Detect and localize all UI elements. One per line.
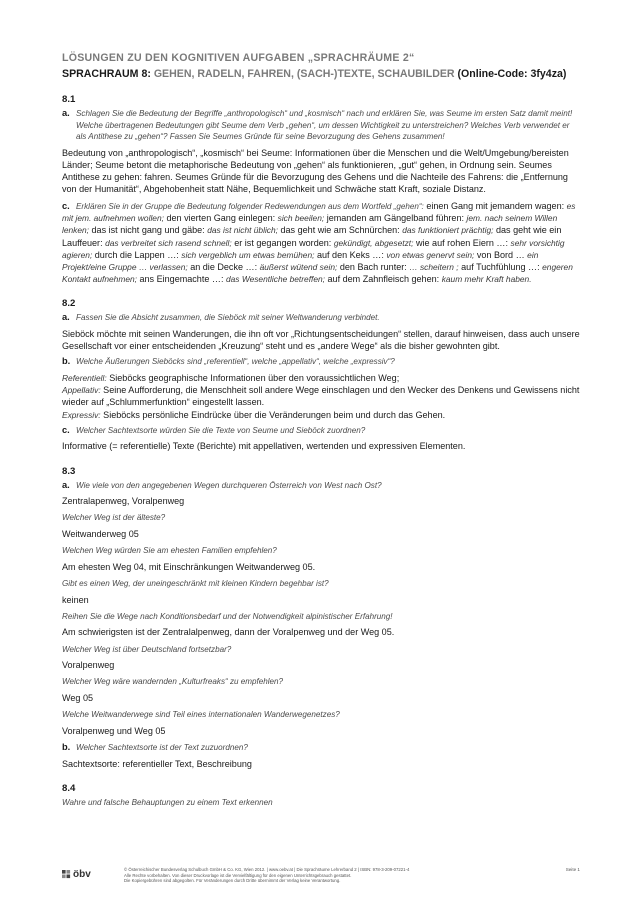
answer-8-3: Voralpenweg [62,660,115,671]
answer-8-3: keinen [62,594,89,605]
copyright-line: © Österreichischer Bundesverlag Schulbuch GmbH & Co. KG, Wien 2012. | www.oebv.at | Die Sprachräume Lehrerband 2 | ISBN: 978-3-209-07221-4 [124,867,410,872]
answer-8-2-a: Sieböck möchte mit seinen Wanderungen, die ihn oft vor „Richtungsentscheidungen“ stellen, darauf hinweisen, dass auch unsere Gesellschaft vor einer entscheidenden „Kreuzung“ steht und es „andere Wege“ als die bisher gewohnten gibt. [62,329,580,352]
idiom-meaning: jem. nach seinem Willen lenken; [62,213,558,236]
question-label: a. [62,479,70,490]
answer-8-1-c [62,200,582,286]
text-appellativ: Seine Aufforderung, die Menschheit soll andere Wege einschlagen und den Wecker des Denkens und Gewissens nicht wieder auf „Schlummerfunktion“ eingestellt lassen. [62,385,580,408]
question-label: a. [62,312,70,323]
label-expressiv: Expressiv: [62,409,101,420]
answer-8-3: Voralpenweg und Weg 05 [62,725,166,736]
question-label: b. [62,356,71,367]
question-8-3 [62,512,582,524]
answer-8-3: Zentralapenweg, Voralpenweg [62,496,185,507]
publisher-logo [62,869,91,880]
idiom-phrase: von Bord … [474,249,528,260]
question-8-2-a [62,312,582,324]
answer-8-2-b [62,372,582,421]
publisher-logo-icon [62,870,71,879]
idiom-meaning: sich vergeblich um etwas bemühen; [181,249,315,260]
idiom-phrase: wie auf rohen Eiern …: [413,237,511,248]
text-referentiell: Sieböcks geographische Informationen über den voraussichtlichen Weg; [106,373,400,383]
idiom-meaning: gekündigt, abgesetzt; [333,237,414,248]
answer-8-3: Am schwierigsten ist der Zentralalpenweg, dann der Voralpenweg und der Weg 05. [62,627,395,638]
idiom-phrase: auf dem Zahnfleisch gehen: [325,274,442,285]
answer-8-3-b: Sachtextsorte: referentieller Text, Beschreibung [62,758,252,769]
answer-8-2-c: Informative (= referentielle) Texte (Berichte) mit appellativen, wertenden und expressiven Elementen. [62,441,466,452]
question-text: Welcher Weg wäre wandernden „Kulturfreaks“ zu empfehlen? [62,677,284,687]
chapter-number: SPRACHRAUM 8: [62,68,151,80]
question-text: Welche Äußerungen Sieböcks sind „referentiell“, welche „appellativ“, welche „expressiv“? [76,357,395,367]
text-expressiv: Sieböcks persönliche Eindrücke über die Veränderungen beim und durch das Gehen. [100,409,446,420]
copyright-notice [124,867,504,884]
qa-list-8-3 [62,480,582,737]
answer-8-3: Weitwanderweg 05 [62,529,139,539]
question-8-3 [62,480,582,492]
section-heading-8-1: 8.1 [62,94,76,105]
question-text: Gibt es einen Weg, der uneingeschränkt mit kleinen Kindern begehbar ist? [62,579,329,588]
answer-8-1-a: Bedeutung von „anthropologisch“, „kosmisch“ bei Seume: Informationen über die Menschen und die Welt/Umgebung/bereisten Länder; Seume betont die metaphorische Bedeutung von „gehen“ als funktionieren, „gut“ gehen, in Ordnung sein. Seumes Antithese zu gehen: fahren. Seumes Gründe für die Bevorzugung des Gehens und die Nachteile des Fahrens: die „Entfernung von der Humanität“, Abgehobenheit statt Nähe, Bequemlichkeit und Schwäche statt Kraft, soziale Distanz. [62,147,569,195]
question-8-3 [62,709,582,721]
idiom-phrase: einen Gang mit jemandem wagen: [423,200,567,211]
question-8-1-a [62,108,582,143]
section-heading-8-3: 8.3 [62,465,76,477]
idiom-meaning: ein Projekt/eine Gruppe … verlassen; [62,249,539,272]
question-text: Fassen Sie die Absicht zusammen, die Sieböck mit seiner Weltwanderung verbindet. [76,313,380,323]
task-8-4: Wahre und falsche Behauptungen zu einem Text erkennen [62,797,273,807]
fees-line: Die Kopiergebühren sind abgegolten. Für Veränderungen durch Dritte übernimmt der Verlag keine Verantwortung. [124,878,341,884]
label-appellativ: Appellativ: [62,385,101,396]
question-text: Welchen Weg würden Sie am ehesten Familien empfehlen? [62,546,277,556]
rights-line: Alle Rechte vorbehalten. Von dieser Druckvorlage ist die Vervielfältigung für den eigenen Unterrichtsgebrauch gestattet. [124,872,352,878]
page-footer [62,864,580,894]
idiom-meaning: sehr vorsichtig agieren; [62,237,565,260]
idiom-phrase: jemanden am Gängelband führen: [324,213,467,224]
label-referentiell: Referentiell: [62,373,107,383]
online-code: (Online-Code: 3fy4za) [454,68,567,80]
idiom-meaning: … scheitern ; [409,262,459,272]
chapter-heading [62,67,582,81]
question-text: Erklären Sie in der Gruppe die Bedeutung folgender Redewendungen aus dem Wortfeld „gehen“: [76,201,424,211]
question-8-3 [62,676,582,688]
question-label: c. [62,424,70,435]
idiom-phrase: ans Eingemachte …: [136,274,226,285]
question-8-2-c [62,425,582,437]
document-page [62,52,582,808]
document-title: LÖSUNGEN ZU DEN KOGNITIVEN AUFGABEN „SPRACHRÄUME 2“ [62,52,415,64]
answer-8-3: Weg 05 [62,692,94,703]
question-8-3 [62,644,582,656]
question-8-3-b [62,742,582,754]
publisher-logo-text: öbv [73,869,91,880]
idiom-meaning: das ist nicht üblich; [207,225,278,236]
idiom-meaning: das Wesentliche betreffen; [225,274,325,285]
question-label: b. [62,741,71,752]
section-heading-8-2: 8.2 [62,298,76,310]
question-text: Schlagen Sie die Bedeutung der Begriffe „anthropologisch“ und „kosmisch“ nach und erklären Sie, was Seume im ersten Satz damit meint! Welche übertragenen Bedeutungen gibt Seume dem Verb „gehen“, um dessen Wichtigkeit zu unterstreichen? Welches Verb verwendet er als Antithese zu „gehen“? Fassen Sie Seumes Gründe für seine Bevorzugung des Gehens zusammen! [76,109,573,142]
idiom-meaning: kaum mehr Kraft haben. [441,274,532,285]
idiom-phrase: an die Decke …: [187,262,260,272]
idiom-phrase: den vierten Gang einlegen: [163,213,278,224]
chapter-topics: GEHEN, RADELN, FAHREN, (SACH-)TEXTE, SCHAUBILDER [150,68,455,80]
idiom-meaning: von etwas genervt sein; [386,249,475,260]
idiom-list [62,201,576,285]
page-number: Seite 1 [565,867,580,872]
idiom-phrase: das geht wie am Schnürchen: [277,225,403,236]
question-text: Welcher Weg ist der älteste? [62,513,166,523]
question-label: c. [62,200,70,211]
question-8-3 [62,611,582,623]
idiom-meaning: es mit jem. aufnehmen wollen; [62,200,576,224]
idiom-meaning: äußerst wütend sein; [259,262,338,272]
question-text: Reihen Sie die Wege nach Konditionsbedarf und der Notwendigkeit alpinistischer Erfahrung! [62,611,393,621]
idiom-phrase: den Bach runter: [337,262,410,272]
idiom-phrase: das geht wie ein Lauffeuer: [62,225,562,248]
idiom-phrase: er ist gegangen worden: [231,237,334,248]
question-8-2-b [62,356,582,368]
section-heading-8-4: 8.4 [62,782,76,794]
idiom-meaning: engeren Kontakt aufnehmen; [62,262,573,285]
question-8-3 [62,578,582,590]
question-label: a. [62,108,70,118]
question-text: Welche Weitwanderwege sind Teil eines internationalen Wanderwegenetzes? [62,710,340,720]
idiom-phrase: auf Tuchfühlung …: [458,262,543,272]
idiom-phrase: das ist nicht gang und gäbe: [89,225,208,236]
idiom-phrase: durch die Lappen …: [92,249,182,260]
question-text: Wie viele von den angegebenen Wegen durchqueren Österreich von West nach Ost? [76,480,382,490]
question-text: Welcher Weg ist über Deutschland fortsetzbar? [62,644,232,654]
idiom-phrase: auf den Keks …: [314,249,387,260]
question-text: Welcher Sachtextsorte würden Sie die Texte von Seume und Sieböck zuordnen? [76,425,366,435]
question-8-3 [62,545,582,557]
idiom-meaning: das verbreitet sich rasend schnell; [105,237,232,248]
idiom-meaning: sich beeilen; [277,213,325,224]
idiom-meaning: das funktioniert prächtig; [402,225,494,236]
question-text: Welcher Sachtextsorte ist der Text zuzuordnen? [76,742,248,752]
answer-8-3: Am ehesten Weg 04, mit Einschränkungen Weitwanderweg 05. [62,561,316,572]
